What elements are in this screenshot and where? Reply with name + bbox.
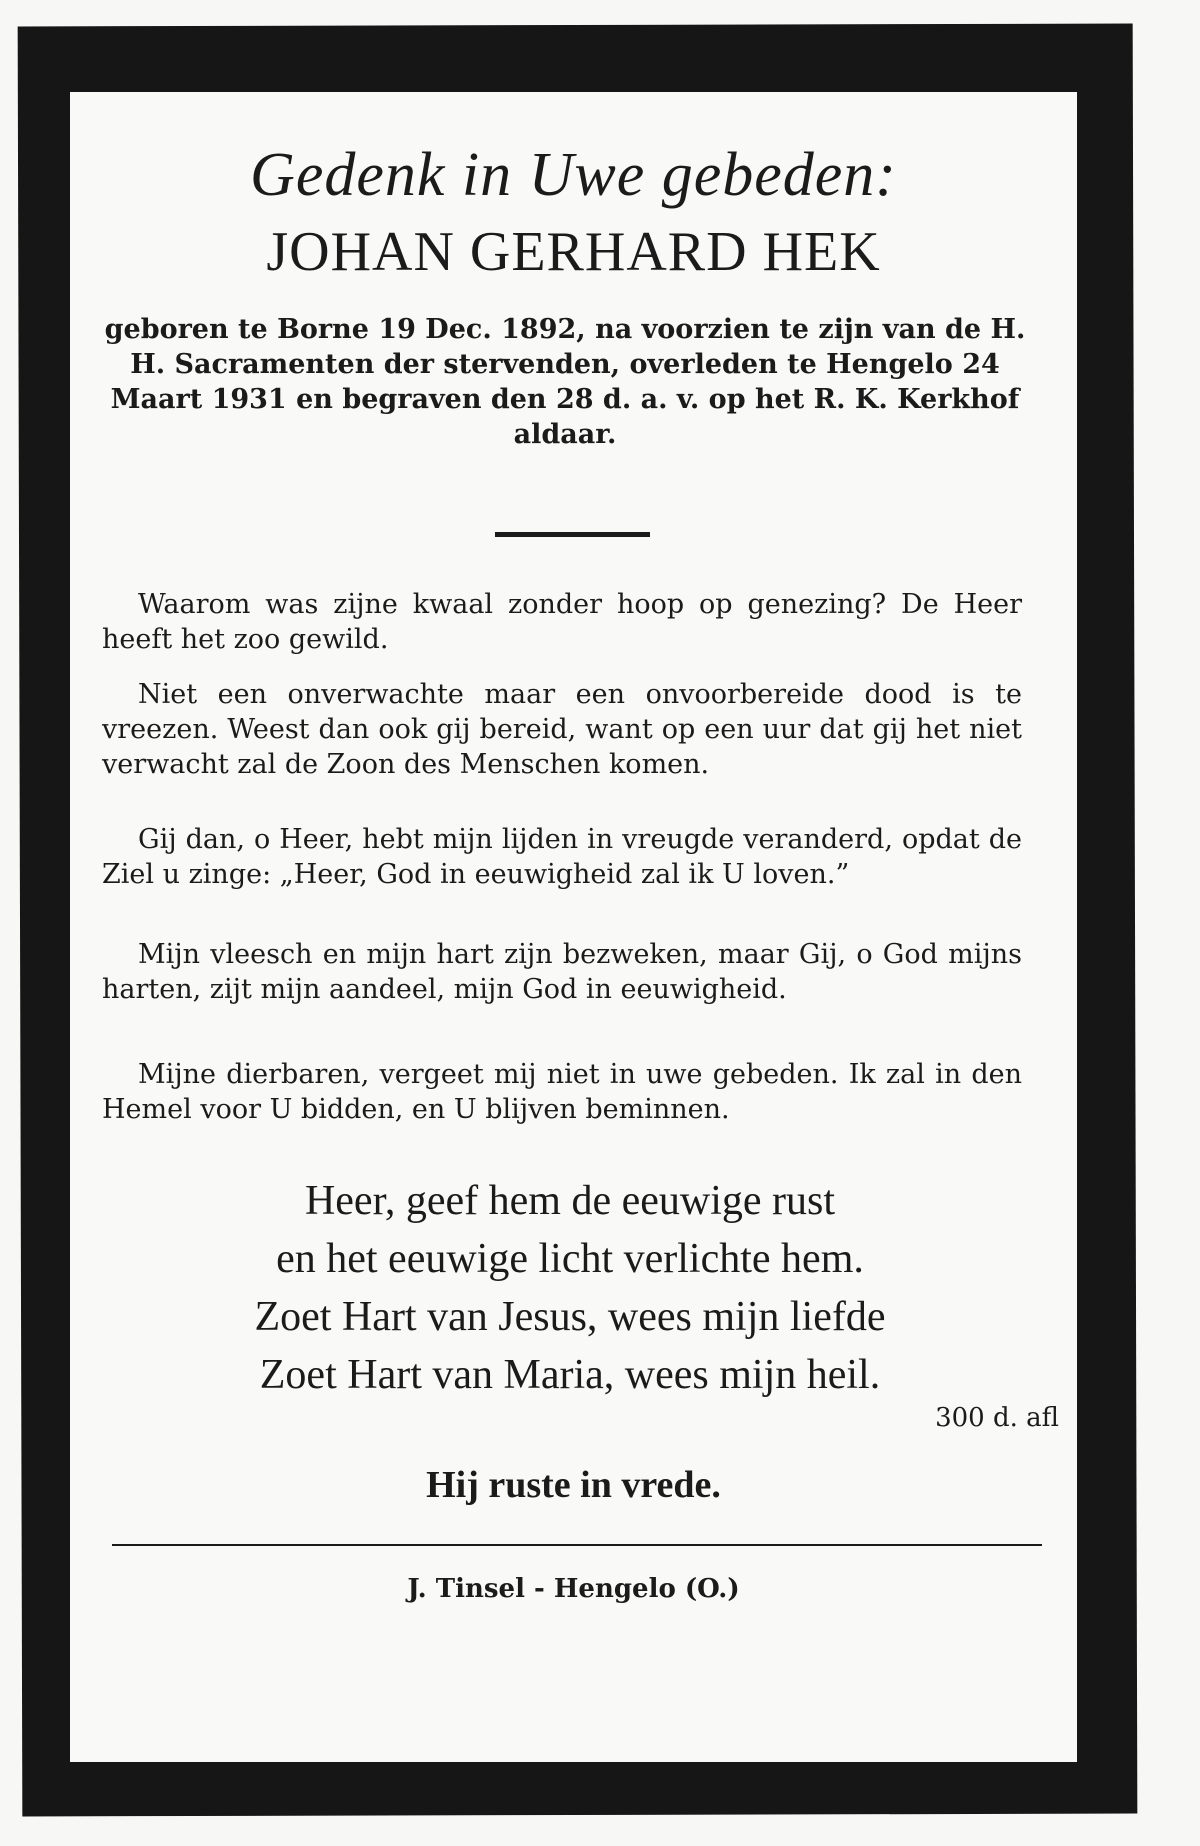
prayer-line-1: Heer, geef hem de eeuwige rust bbox=[304, 1178, 836, 1224]
paragraph-2: Niet een onverwachte maar een onvoorbereide dood is te vreezen. Weest dan ook gij bereid, want op een uur dat gij het niet verwacht zal de Zoon des Menschen komen. bbox=[102, 679, 1022, 780]
long-divider bbox=[112, 1544, 1042, 1546]
indulgence-note: 300 d. afl bbox=[935, 1403, 1059, 1433]
paragraph-5: Mijne dierbaren, vergeet mij niet in uwe gebeden. Ik zal in den Hemel voor U bidden, en U blijven beminnen. bbox=[102, 1059, 1022, 1125]
paragraph-4: Mijn vleesch en mijn hart zijn bezweken, maar Gij, o God mijns harten, zijt mijn aandeel, mijn God in eeuwigheid. bbox=[102, 939, 1022, 1005]
deceased-name: JOHAN GERHARD HEK bbox=[266, 221, 881, 283]
paragraph-1: Waarom was zijne kwaal zonder hoop op genezing? De Heer heeft het zoo gewild. bbox=[102, 589, 1022, 655]
prayer-line-2: en het eeuwige licht verlichte hem. bbox=[276, 1236, 864, 1282]
printer-imprint: J. Tinsel - Hengelo (O.) bbox=[407, 1574, 740, 1604]
short-divider bbox=[495, 532, 650, 537]
birth-death-details: geboren te Borne 19 Dec. 1892, na voorzien te zijn van de H. H. Sacramenten der stervenden, overleden te Hengelo 24 Maart 1931 en begraven den 28 d. a. v. op het R. K. Kerkhof aldaar. bbox=[104, 314, 1026, 450]
prayer-line-3: Zoet Hart van Jesus, wees mijn liefde bbox=[254, 1294, 886, 1340]
prayer-line-4: Zoet Hart van Maria, wees mijn heil. bbox=[259, 1352, 881, 1398]
paragraph-3: Gij dan, o Heer, hebt mijn lijden in vreugde veranderd, opdat de Ziel u zinge: „Heer, God in eeuwigheid zal ik U loven.” bbox=[102, 824, 1022, 890]
intro-heading: Gedenk in Uwe gebeden: bbox=[250, 141, 897, 209]
closing-line: Hij ruste in vrede. bbox=[426, 1464, 721, 1506]
remembrance-card bbox=[70, 92, 1077, 1762]
